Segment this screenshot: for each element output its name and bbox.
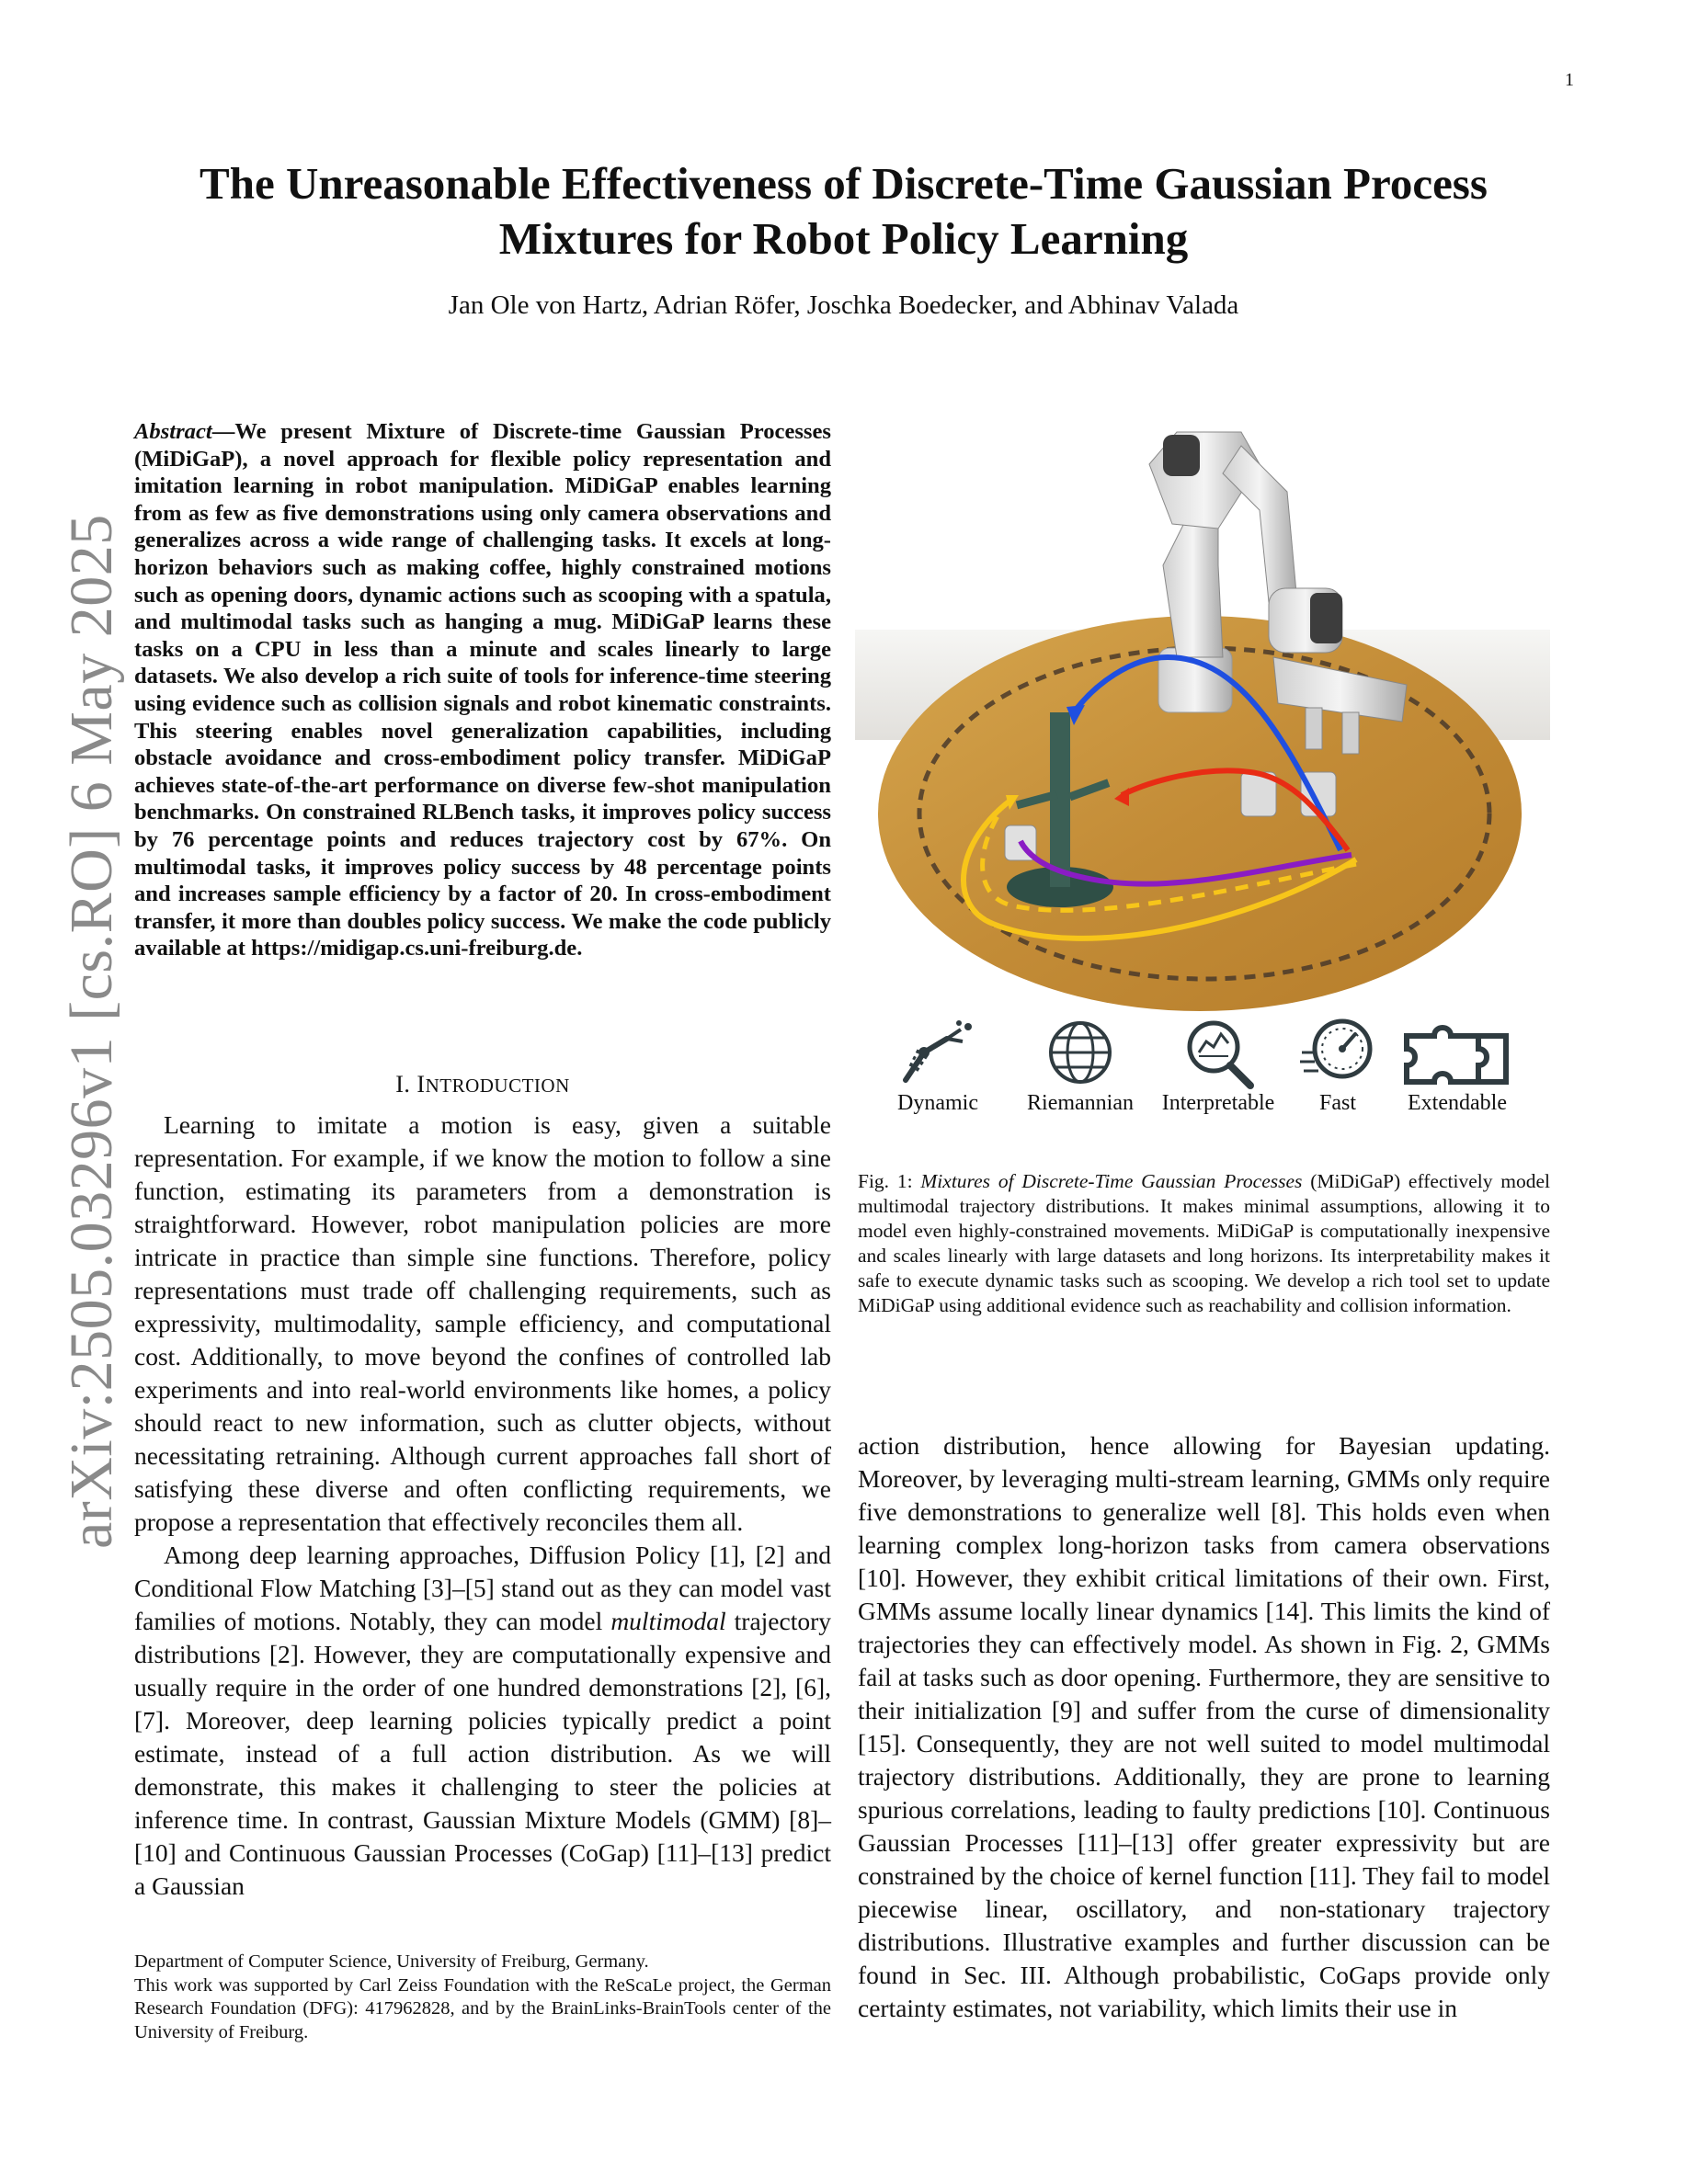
- icon-cell-interpretable: [1158, 1016, 1278, 1116]
- footnote-affiliation: Department of Computer Science, University of Freiburg, Germany.: [134, 1951, 649, 1972]
- intro-paragraph-1: Learning to imitate a motion is easy, given a suitable representation. For example, if we know the motion to follow a sine function, estimating its parameters from a demonstration is straightforward. However, robot manipulation policies are more intricate in practice than simple sine functions. Therefore, policy representations must trade off challenging requirements, such as expressivity, multimodality, sample efficiency, and computational cost. Additionally, to move beyond the confines of controlled lab experiments and into real-world environments like homes, a policy should react to new information, such as clutter objects, without necessitating retraining. Although current approaches fall short of satisfying these diverse and often conflicting requirements, we propose a representation that effectively reconciles them all.: [134, 1110, 831, 1536]
- figure-1-caption: [858, 1169, 1550, 1318]
- section-title-rest: NTRODUCTION: [425, 1075, 570, 1097]
- section-title-initial: I: [416, 1071, 426, 1098]
- section-heading-introduction: [134, 1071, 831, 1098]
- robot-arm-motion-icon: [896, 1016, 979, 1089]
- icon-label-fast: Fast: [1318, 1091, 1356, 1115]
- author-list: Jan Ole von Hartz, Adrian Röfer, Joschka Boedecker, and Abhinav Valada: [448, 290, 1239, 320]
- abstract-text: —We present Mixture of Discrete-time Gaussian Processes (MiDiGaP), a novel approach for flexible policy representation and imitation learning in robot manipulation. MiDiGaP enables learning from as few as five demonstrations using only camera observations and generalizes across a wide range of challenging tasks. It excels at long-horizon behaviors such as making coffee, highly constrained motions such as opening doors, dynamic actions such as scooping with a spatula, and multimodal tasks such as hanging a mug. MiDiGaP learns these tasks on a CPU in less than a minute and scales linearly to large datasets. We also develop a rich suite of tools for inference-time steering using evidence such as collision signals and robot kinematic constraints. This steering enables novel generalization capabilities, including obstacle avoidance and cross-embodiment policy transfer. MiDiGaP achieves state-of-the-art performance on diverse few-shot manipulation benchmarks. On constrained RLBench tasks, it improves policy success by 76 percentage points and reduces trajectory cost by 67%. On multimodal tasks, it improves policy success by 48 percentage points and increases sample efficiency by a factor of 20. In cross-embodiment transfer, it more than doubles policy success. We make the code publicly available at https://midigap.cs.uni-freiburg.de.: [134, 419, 831, 961]
- introduction-left-column: [134, 1109, 831, 1903]
- robot-wrist-dark: [1310, 593, 1342, 643]
- icon-label-interpretable: Interpretable: [1161, 1091, 1275, 1115]
- robot-arm-joint-dark: [1163, 435, 1200, 476]
- icon-cell-riemannian: [1021, 1016, 1140, 1116]
- figure-icon-row: [855, 1016, 1550, 1135]
- icon-cell-dynamic: [892, 1016, 984, 1116]
- page-number: 1: [1565, 70, 1574, 90]
- intro-paragraph-2-part-b: trajectory distributions [2]. However, they are computationally expensive and usually require in the order of one hundred demonstrations [2], [6], [7]. Moreover, deep learning policies typically predict a point estimate, instead of a full action distribution. As we will demonstrate, this makes it challenging to steer the policies at inference time. In contrast, Gaussian Mixture Models (GMM) [8]–[10] and Continuous Gaussian Processes (CoGap) [11]–[13] predict a Gaussian: [134, 1607, 832, 1900]
- icon-label-extendable: Extendable: [1408, 1091, 1507, 1115]
- section-number: I.: [395, 1071, 411, 1098]
- caption-body: (MiDiGaP) effectively model multimodal trajectory distributions. It makes minimal assumptions, allowing it to model even highly-constrained movements. MiDiGaP is computationally inexpensive and scales linearly with large datasets and long horizons. Its interpretability makes it safe to execute dynamic tasks such as scooping. We develop a rich tool set to update MiDiGaP using additional evidence such as reachability and collision information.: [858, 1170, 1550, 1316]
- magnifier-chart-icon: [1177, 1016, 1260, 1089]
- icon-cell-fast: [1287, 1016, 1388, 1116]
- abstract: [134, 418, 831, 962]
- speedometer-icon: [1296, 1016, 1379, 1089]
- puzzle-piece-icon: [1397, 1016, 1517, 1089]
- abstract-label: Abstract: [134, 419, 212, 444]
- figure-1: [855, 409, 1550, 1135]
- icon-cell-extendable: [1397, 1016, 1517, 1116]
- introduction-right-column: [858, 1429, 1550, 2025]
- arxiv-identifier-stamp: arXiv:2505.03296v1 [cs.RO] 6 May 2025: [58, 514, 125, 1549]
- robot-gripper-finger-right: [1342, 712, 1359, 754]
- footnote: [134, 1951, 831, 2044]
- footnote-funding: This work was supported by Carl Zeiss Foundation with the ReScaLe project, the German Research Foundation (DFG): 417962828, and by the BrainLinks-BrainTools center of the University of Freiburg.: [134, 1974, 831, 2042]
- caption-prefix: Fig. 1:: [858, 1170, 921, 1192]
- paper-title: The Unreasonable Effectiveness of Discrete-Time Gaussian Process Mixtures for Robot Policy Learning: [200, 158, 1488, 264]
- intro-paragraph-2-emphasis: multimodal: [610, 1607, 726, 1635]
- intro-paragraph-2-part-a: Among deep learning approaches, Diffusion Policy [1], [2] and Conditional Flow Matching [3]–[5] stand out as they can model vast families of motions. Notably, they can model: [134, 1541, 831, 1635]
- caption-italic-title: Mixtures of Discrete-Time Gaussian Processes: [920, 1170, 1303, 1192]
- intro-paragraph-2: [134, 1539, 831, 1903]
- intro-right-paragraph: action distribution, hence allowing for Bayesian updating. Moreover, by leveraging multi-stream learning, GMMs only require five demonstrations to generalize well [8]. This holds even when learning complex long-horizon tasks from camera observations [10]. However, they exhibit critical limitations of their own. First, GMMs assume locally linear dynamics [14]. This limits the kind of trajectories they can effectively model. As shown in Fig. 2, GMMs fail at tasks such as door opening. Furthermore, they are sensitive to their initialization [9] and suffer from the curse of dimensionality [15]. Consequently, they are not well suited to model multimodal trajectory distributions. Additionally, they are prone to learning spurious correlations, leading to faulty predictions [10]. Continuous Gaussian Processes [11]–[13] offer greater expressivity but are constrained by the choice of kernel function [11]. They fail to model piecewise linear, oscillatory, and non-stationary trajectory distributions. Illustrative examples and further discussion can be found in Sec. III. Although probabilistic, CoGaps provide only certainty estimates, not variability, which limits their use in: [858, 1431, 1550, 2022]
- globe-icon: [1039, 1016, 1122, 1089]
- robot-scene-illustration: [855, 409, 1550, 1016]
- icon-label-dynamic: Dynamic: [897, 1091, 978, 1115]
- icon-label-riemannian: Riemannian: [1027, 1091, 1134, 1115]
- robot-gripper-finger-left: [1306, 708, 1322, 749]
- robot-arm-link-3: [1223, 446, 1296, 602]
